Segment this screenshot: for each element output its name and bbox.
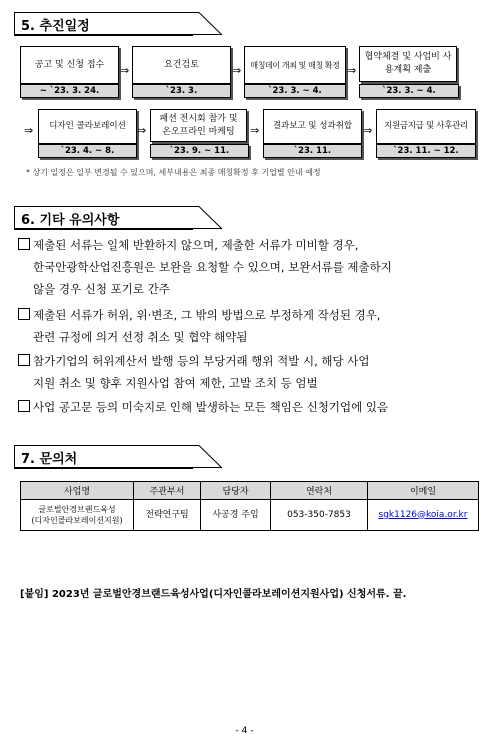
notice-item: 사업 공고문 등의 미숙지로 인해 발생하는 모든 책임은 신청기업에 있음 <box>18 396 480 418</box>
schedule-step-date: `23. 4. ~ 8. <box>38 144 137 158</box>
email-cell <box>368 500 479 531</box>
notice-item: 제출된 서류는 일체 반환하지 않으며, 제출한 서류가 미비할 경우, 한국안광학산업진흥원은 보완을 요청할 수 있으며, 보완서류를 제출하지 않을 경우 신청 포기로 간주 <box>18 234 480 300</box>
arrow-icon: ⇒ <box>232 64 242 77</box>
phone-cell: 053-350-7853 <box>271 500 368 531</box>
program-cell: 글로벌안경브랜드육성 (디자인콜라보레이션지원) <box>21 500 134 531</box>
schedule-note: * 상기 일정은 일부 변경될 수 있으며, 세부내용은 최종 매칭확정 후 기업별 안내 예정 <box>26 168 321 177</box>
schedule-step-box: 공고 및 신청 접수 <box>20 46 119 84</box>
page-number: - 4 - <box>235 726 254 736</box>
schedule-step-date: `23. 11. ~ 12. <box>376 144 476 158</box>
arrow-icon: ⇒ <box>363 124 373 137</box>
arrow-icon: ⇒ <box>347 64 357 77</box>
department-cell: 전략연구팀 <box>134 500 201 531</box>
contact-table <box>20 481 479 531</box>
checkbox-icon <box>18 400 30 412</box>
table-header-row <box>21 482 479 500</box>
schedule-step-date: `23. 3. <box>132 84 231 98</box>
schedule-step-box: 매칭데이 개최 및 매칭 확정 <box>244 46 346 84</box>
arrow-icon: ⇒ <box>137 124 147 137</box>
arrow-icon: ⇒ <box>120 64 130 77</box>
column-header: 담당자 <box>201 482 271 500</box>
table-row <box>21 500 479 531</box>
column-header: 사업명 <box>21 482 134 500</box>
person-cell: 사공경 주임 <box>201 500 271 531</box>
schedule-step-date: ~ `23. 3. 24. <box>20 84 119 98</box>
schedule-step-box: 협약체결 및 사업비 사용계획 제출 <box>359 46 457 82</box>
column-header: 연락처 <box>271 482 368 500</box>
section-header-contact <box>14 445 222 467</box>
checkbox-icon <box>18 308 30 320</box>
attachment-line: [붙임] 2023년 글로벌안경브랜드육성사업(디자인콜라보레이션지원사업) 신청서류. 끝. <box>20 589 407 600</box>
email-link[interactable]: sgk1126@koia.or.kr <box>378 509 468 520</box>
checkbox-icon <box>18 238 30 250</box>
section-title: 5. 추진일정 <box>21 19 90 34</box>
column-header: 주관부서 <box>134 482 201 500</box>
schedule-step-box: 결과보고 및 성과취합 <box>263 109 362 144</box>
section-title: 6. 기타 유의사항 <box>21 213 120 228</box>
schedule-step-date: `23. 3. ~ 4. <box>359 84 459 98</box>
checkbox-icon <box>18 354 30 366</box>
arrow-icon: ⇒ <box>24 124 34 137</box>
schedule-step-date: `23. 11. <box>263 144 362 158</box>
schedule-step-date: `23. 3. ~ 4. <box>244 84 346 98</box>
schedule-step-box: 디자인 콜라보레이션 <box>38 109 137 144</box>
notice-item: 제출된 서류가 허위, 위·변조, 그 밖의 방법으로 부정하게 작성된 경우, 관련 규정에 의거 선정 취소 및 협약 해약됨 <box>18 304 480 348</box>
arrow-icon: ⇒ <box>250 124 260 137</box>
schedule-step-box: 요건검토 <box>132 46 231 84</box>
section-header-schedule <box>14 12 222 34</box>
schedule-step-box: 지원금지급 및 사후관리 <box>376 109 476 144</box>
notice-item: 참가기업의 허위계산서 발행 등의 부당거래 행위 적발 시, 해당 사업 지원 취소 및 향후 지원사업 참여 제한, 고발 조치 등 엄벌 <box>18 350 480 394</box>
column-header: 이메일 <box>368 482 479 500</box>
schedule-step-date: `23. 9. ~ 11. <box>150 144 249 158</box>
schedule-step-box: 패션 전시회 참가 및 온오프라인 마케팅 <box>150 109 247 142</box>
section-title: 7. 문의처 <box>21 452 78 467</box>
section-header-notes <box>14 206 222 228</box>
